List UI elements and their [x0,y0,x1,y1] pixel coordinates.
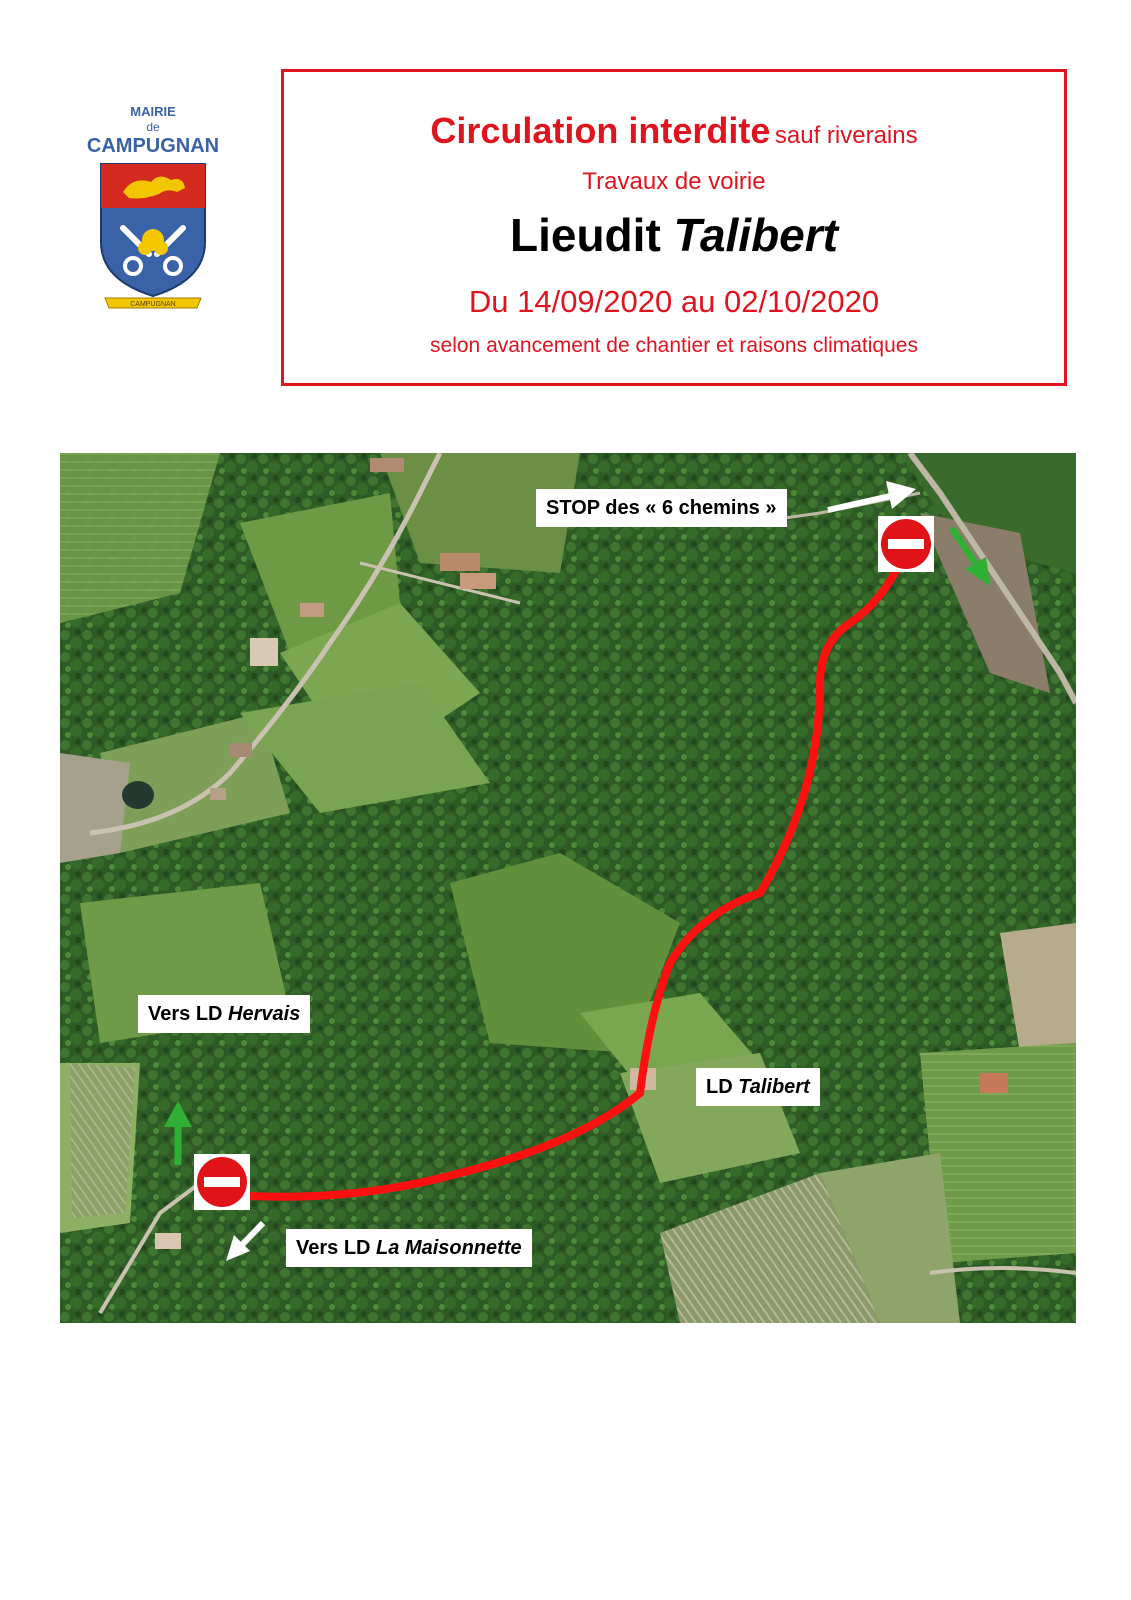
notice-note: selon avancement de chantier et raisons climatiques [430,334,918,357]
notice-place [284,208,1064,262]
notice-title-sub: sauf riverains [774,122,918,149]
no-entry-sign-icon [194,1154,250,1210]
label-ld-talibert: LD Talibert [696,1068,820,1106]
coat-of-arms-icon [93,162,213,312]
notice-title [284,110,1064,152]
notice-place-name: Talibert [673,209,838,261]
svg-text:CAMPUGNAN: CAMPUGNAN [130,301,176,308]
mairie-logo [78,104,228,324]
aerial-map [60,453,1076,1323]
label-vers-maisonnette: Vers LD La Maisonnette [286,1229,532,1267]
notice-dates: Du 14/09/2020 au 02/10/2020 [468,284,880,319]
no-entry-sign-icon [878,516,934,572]
notice-box [281,69,1067,386]
logo-mairie-text: MAIRIE [130,104,176,119]
logo-town-text: CAMPUGNAN [86,135,220,157]
notice-title-main: Circulation interdite [430,110,771,151]
logo-de-text: de [146,120,160,134]
notice-place-prefix: Lieudit [510,209,661,261]
label-stop-6-chemins: STOP des « 6 chemins » [536,489,787,527]
label-vers-hervais: Vers LD Hervais [138,995,310,1033]
notice-subtitle: Travaux de voirie [582,168,766,195]
map-canvas [60,453,1076,1323]
